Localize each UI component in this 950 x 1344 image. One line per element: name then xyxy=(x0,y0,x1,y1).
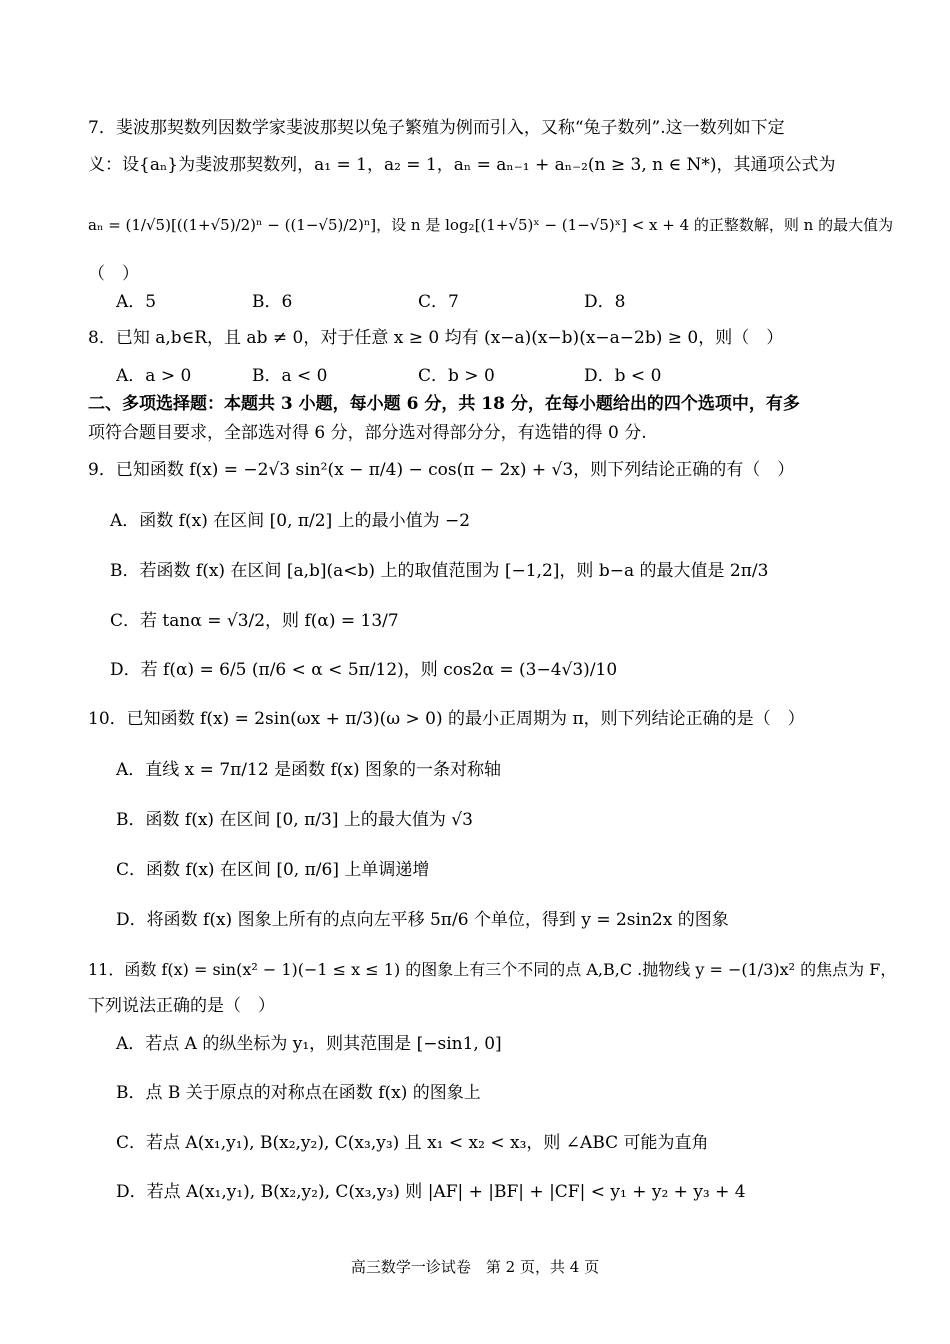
q10-stem: 10．已知函数 f(x) = 2sin(ωx + π/3)(ω > 0) 的最小正周期为 π，则下列结论正确的是（ ） xyxy=(88,709,805,729)
q9-stem: 9．已知函数 f(x) = −2√3 sin²(x − π/4) − cos(π − 2x) + √3，则下列结论正确的有（ ） xyxy=(88,460,795,480)
q8-option-d: D．b < 0 xyxy=(584,366,662,386)
section2-heading-line1: 二、多项选择题：本题共 3 小题，每小题 6 分，共 18 分，在每小题给出的四个选项中，有多 xyxy=(88,394,800,414)
q7-stem-line2: 义：设{aₙ}为斐波那契数列，a₁ = 1，a₂ = 1，aₙ = aₙ₋₁ + aₙ₋₂(n ≥ 3, n ∈ N*)，其通项公式为 xyxy=(88,155,836,175)
q9-option-c: C．若 tanα = √3/2，则 f(α) = 13/7 xyxy=(110,611,399,631)
q7-option-d: D．8 xyxy=(584,292,626,312)
q9-option-d: D．若 f(α) = 6/5 (π/6 < α < 5π/12)，则 cos2α = (3−4√3)/10 xyxy=(110,660,618,680)
q7-answer-paren: （ ） xyxy=(88,264,139,284)
q9-option-b: B．若函数 f(x) 在区间 [a,b](a<b) 上的取值范围为 [−1,2]，则 b−a 的最大值是 2π/3 xyxy=(110,561,769,581)
q7-option-c: C．7 xyxy=(418,292,459,312)
q7-stem-line3: aₙ = (1/√5)[((1+√5)/2)ⁿ − ((1−√5)/2)ⁿ]，设 n 是 log₂[(1+√5)ˣ − (1−√5)ˣ] < x + 4 的正整数解，则 n 的最大值为 xyxy=(88,216,894,234)
q7-option-b: B．6 xyxy=(252,292,293,312)
q11-stem-line1: 11．函数 f(x) = sin(x² − 1)(−1 ≤ x ≤ 1) 的图象上有三个不同的点 A,B,C .抛物线 y = −(1/3)x² 的焦点为 F， xyxy=(88,960,897,979)
q11-stem-line2: 下列说法正确的是（ ） xyxy=(88,996,275,1016)
q10-option-c: C．函数 f(x) 在区间 [0, π/6] 上单调递增 xyxy=(116,860,430,880)
q11-option-d: D．若点 A(x₁,y₁), B(x₂,y₂), C(x₃,y₃) 则 |AF| + |BF| + |CF| < y₁ + y₂ + y₃ + 4 xyxy=(116,1182,746,1202)
q8-stem: 8．已知 a,b∈R，且 ab ≠ 0，对于任意 x ≥ 0 均有 (x−a)(x−b)(x−a−2b) ≥ 0，则（ ） xyxy=(88,328,784,348)
q11-option-b: B．点 B 关于原点的对称点在函数 f(x) 的图象上 xyxy=(116,1083,481,1103)
section2-heading-line2: 项符合题目要求，全部选对得 6 分，部分选对得部分分，有选错的得 0 分. xyxy=(88,423,647,443)
q8-option-c: C．b > 0 xyxy=(418,366,495,386)
q8-option-b: B．a < 0 xyxy=(252,366,328,386)
q8-option-a: A．a > 0 xyxy=(116,366,192,386)
q7-stem-line1: 7．斐波那契数列因数学家斐波那契以兔子繁殖为例而引入，又称“兔子数列”.这一数列如下定 xyxy=(88,118,785,138)
q7-option-a: A．5 xyxy=(116,292,157,312)
q9-option-a: A．函数 f(x) 在区间 [0, π/2] 上的最小值为 −2 xyxy=(110,511,471,531)
q11-option-a: A．若点 A 的纵坐标为 y₁，则其范围是 [−sin1, 0] xyxy=(116,1034,502,1054)
page-footer: 高三数学一诊试卷 第 2 页，共 4 页 xyxy=(350,1258,600,1276)
q10-option-b: B．函数 f(x) 在区间 [0, π/3] 上的最大值为 √3 xyxy=(116,810,473,830)
q10-option-d: D．将函数 f(x) 图象上所有的点向左平移 5π/6 个单位，得到 y = 2sin2x 的图象 xyxy=(116,910,729,930)
q11-option-c: C．若点 A(x₁,y₁), B(x₂,y₂), C(x₃,y₃) 且 x₁ < x₂ < x₃，则 ∠ABC 可能为直角 xyxy=(116,1133,709,1153)
q10-option-a: A．直线 x = 7π/12 是函数 f(x) 图象的一条对称轴 xyxy=(116,760,502,780)
